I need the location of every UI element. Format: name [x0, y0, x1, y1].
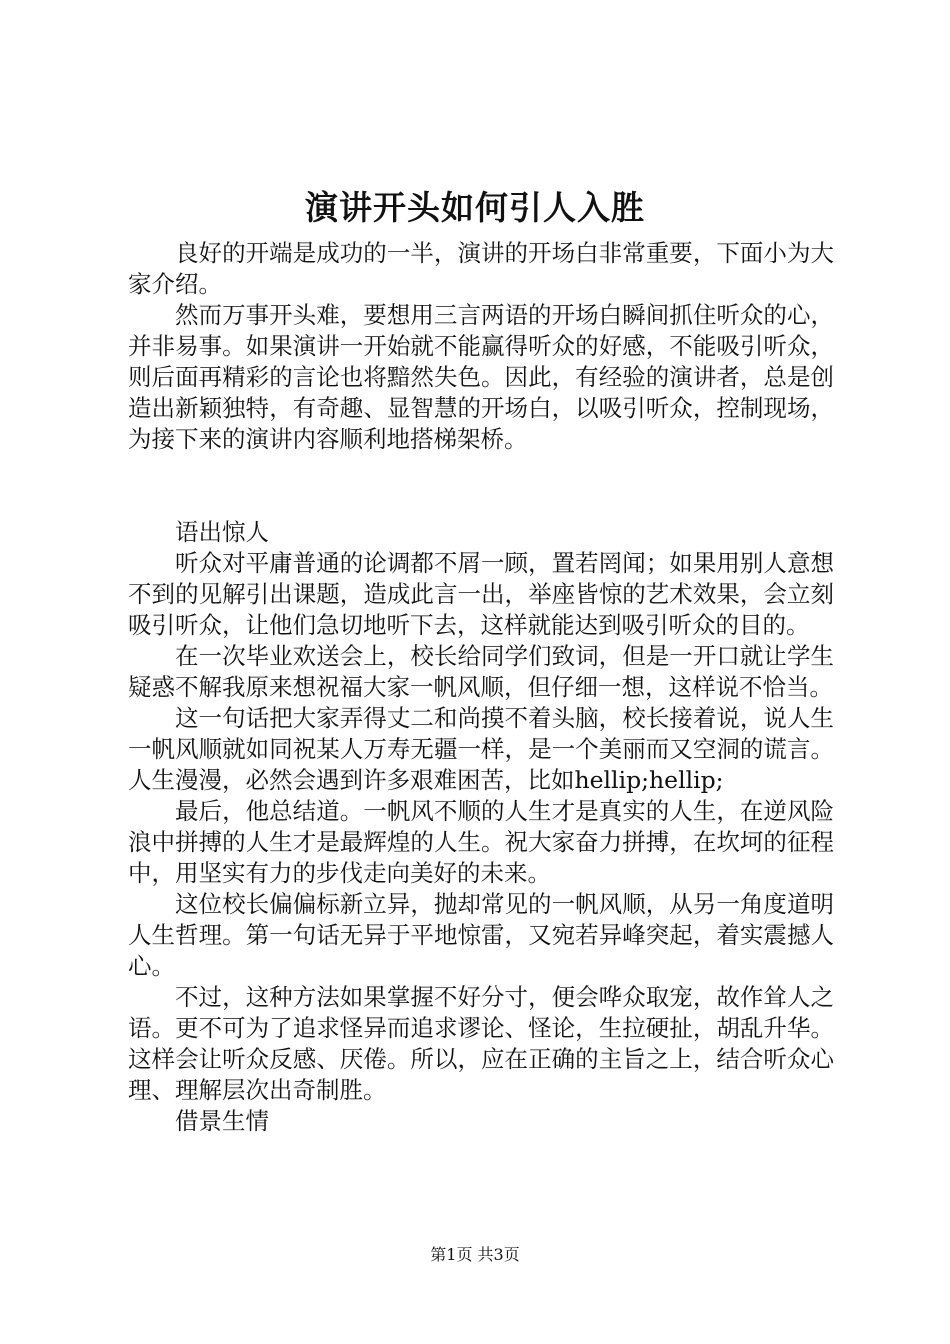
page-number-footer: 第1页 共3页 [430, 1245, 520, 1264]
paragraph: 听众对平庸普通的论调都不屑一顾，置若罔闻；如果用别人意想不到的见解引出课题，造成此言一出，举座皆惊的艺术效果，会立刻吸引听众，让他们急切地听下去，这样就能达到吸引听众的目的。 [128, 549, 834, 639]
blank-space [128, 455, 834, 517]
paragraph: 在一次毕业欢送会上，校长给同学们致词，但是一开口就让学生疑惑不解我原来想祝福大家一帆风顺，但仔细一想，这样说不恰当。 [128, 642, 834, 701]
paragraph: 然而万事开头难，要想用三言两语的开场白瞬间抓住听众的心，并非易事。如果演讲一开始就不能赢得听众的好感，不能吸引听众，则后面再精彩的言论也将黯然失色。因此，有经验的演讲者，总是创造出新颖独特，有奇趣、显智慧的开场白，以吸引听众，控制现场，为接下来的演讲内容顺利地搭梯架桥。 [128, 301, 834, 453]
section-heading: 借景生情 [175, 1107, 269, 1135]
paragraph: 最后，他总结道。一帆风不顺的人生才是真实的人生，在逆风险浪中拼搏的人生才是最辉煌的人生。祝大家奋力拼搏，在坎坷的征程中，用坚实有力的步伐走向美好的未来。 [128, 797, 834, 887]
paragraph: 这位校长偏偏标新立异，抛却常见的一帆风顺，从另一角度道明人生哲理。第一句话无异于平地惊雷，又宛若异峰突起，着实震撼人心。 [128, 890, 834, 980]
paragraph: 不过，这种方法如果掌握不好分寸，便会哗众取宠，故作耸人之语。更不可为了追求怪异而追求谬论、怪论，生拉硬扯，胡乱升华。这样会让听众反感、厌倦。所以，应在正确的主旨之上，结合听众心理、理解层次出奇制胜。 [128, 983, 834, 1104]
document-title: 演讲开头如何引人入胜 [305, 188, 645, 227]
document-body [128, 238, 834, 1137]
paragraph: 良好的开端是成功的一半，演讲的开场白非常重要，下面小为大家介绍。 [128, 239, 834, 298]
paragraph: 这一句话把大家弄得丈二和尚摸不着头脑，校长接着说，说人生一帆风顺就如同祝某人万寿无疆一样，是一个美丽而又空洞的谎言。人生漫漫，必然会遇到许多艰难困苦，比如hellip;hellip; [128, 704, 834, 794]
section-heading: 语出惊人 [175, 518, 269, 546]
